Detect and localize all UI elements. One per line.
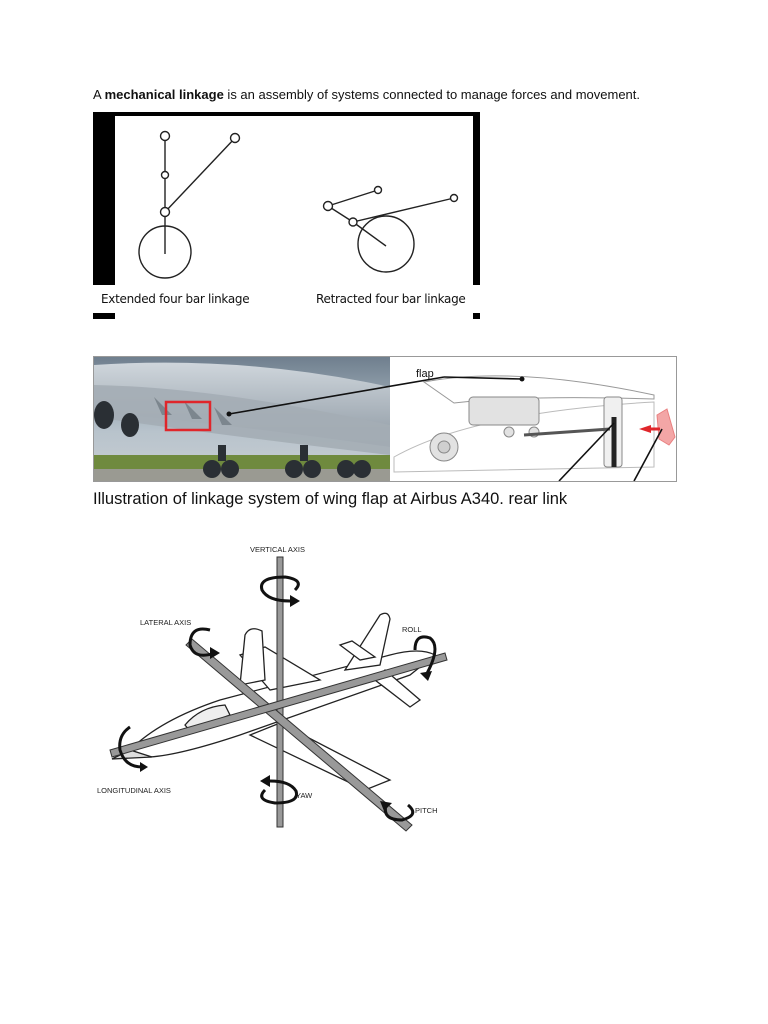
- caption-extended: Extended four bar linkage: [93, 285, 265, 313]
- retracted-crank-circle: [358, 216, 414, 272]
- flap-figure-caption: Illustration of linkage system of wing flap at Airbus A340. rear link: [93, 490, 568, 508]
- aircraft-axes-figure: [90, 535, 470, 835]
- roll-label: ROLL: [402, 625, 422, 634]
- vertical-axis-label: VERTICAL AXIS: [250, 545, 306, 554]
- linkage-diagram-panel: [115, 116, 473, 392]
- intro-prefix: A: [93, 87, 105, 102]
- wing-flap-illustration: [94, 357, 676, 481]
- retracted-pivot-left: [324, 202, 333, 211]
- intro-suffix: is an assembly of systems connected to manage forces and movement.: [223, 87, 641, 102]
- retracted-pivot-right: [451, 195, 458, 202]
- linkage-drawing: [115, 116, 473, 286]
- vertical-axis-bar: [277, 557, 283, 827]
- extended-pivot-right: [231, 134, 240, 143]
- retracted-upper-link: [328, 190, 378, 206]
- longitudinal-axis-label: LONGITUDINAL AXIS: [97, 786, 171, 795]
- lateral-axis-label: LATERAL AXIS: [140, 618, 192, 627]
- yaw-label: YAW: [296, 791, 313, 800]
- retracted-pivot-top: [375, 187, 382, 194]
- retracted-long-link: [353, 198, 454, 222]
- caption-retracted: Retracted four bar linkage: [308, 285, 480, 313]
- aircraft-axes-diagram: [90, 535, 470, 835]
- pitch-label: PITCH: [415, 806, 438, 815]
- extended-pivot-top: [161, 132, 170, 141]
- four-bar-linkage-figure: [93, 112, 480, 319]
- extended-diagonal-link: [165, 138, 235, 212]
- wing-flap-figure: [93, 356, 677, 482]
- retracted-pivot-mid: [349, 218, 357, 226]
- intro-bold-term: mechanical linkage: [104, 87, 224, 102]
- aircraft-body: [112, 613, 435, 790]
- intro-paragraph: [93, 86, 733, 104]
- extended-pivot-low: [161, 208, 170, 217]
- extended-pivot-mid: [162, 172, 169, 179]
- flap-label: flap: [416, 368, 434, 380]
